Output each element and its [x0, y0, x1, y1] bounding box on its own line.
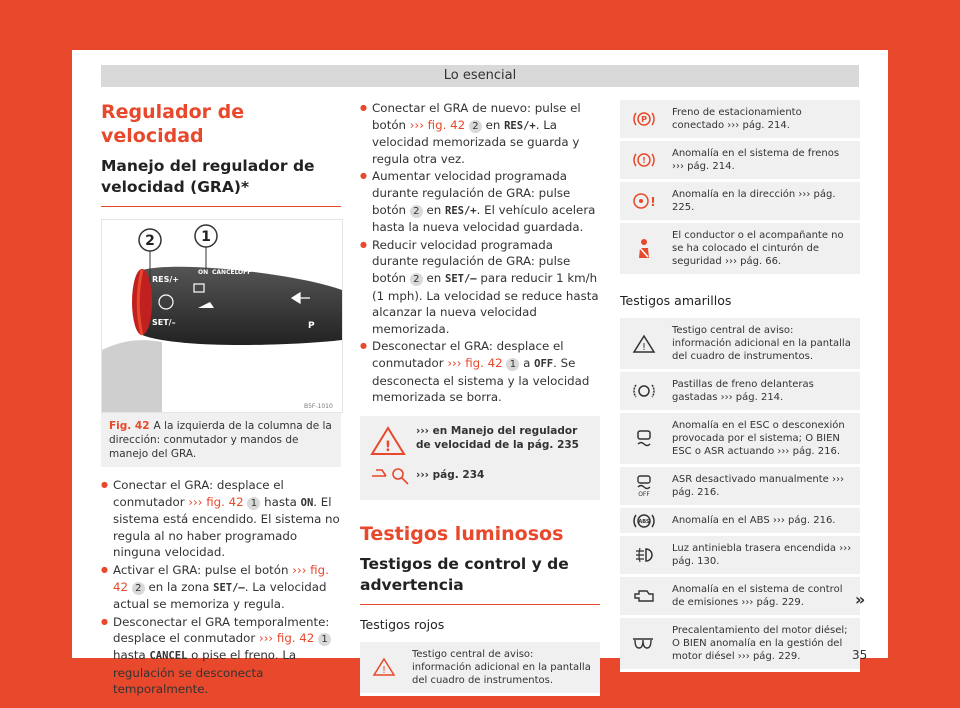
caption-label: Fig. 42 — [109, 420, 150, 432]
figure-caption — [101, 413, 341, 467]
warning-icons — [368, 424, 416, 488]
column-3 — [620, 100, 860, 672]
rojos-table — [360, 642, 600, 696]
svg-text:OFF: OFF — [638, 491, 650, 498]
warning-box — [360, 416, 600, 500]
table-row — [620, 372, 860, 413]
amarillos-table — [620, 318, 860, 672]
bullet-item: ● Activar el GRA: pulse el botón ››› fig. 42 2 en la zona SET/–. La velocidad actual se memoriza y regula. — [101, 562, 341, 613]
table-row — [620, 536, 860, 577]
subsection-title-control: Testigos de control y de advertencia — [360, 554, 600, 605]
svg-text:!: ! — [384, 438, 392, 455]
callout-2-label: 2 — [145, 233, 155, 249]
svg-text:!: ! — [642, 156, 646, 165]
emissions-icon — [631, 586, 657, 606]
row-text: El conductor o el acompañante no se ha colocado el cinturón de seguridad ››› pág. 66. — [672, 230, 844, 267]
row-text: Freno de estacionamiento conectado ››› pág. 214. — [672, 107, 802, 131]
asr-off-icon — [632, 474, 656, 498]
off-label: OFF — [238, 269, 252, 276]
bullet-list-col2 — [360, 100, 600, 406]
page-header — [101, 65, 859, 87]
column-2 — [360, 100, 600, 696]
seatbelt-icon — [632, 238, 656, 260]
abs-icon — [632, 511, 656, 531]
bullet-item: ● Conectar el GRA: desplace el conmutador ››› fig. 42 1 hasta ON. El sistema está encendido. El sistema no regula al no haber programado ninguna velocidad. — [101, 477, 341, 561]
table-row — [620, 508, 860, 536]
rear-fog-icon — [632, 545, 656, 565]
table-row — [620, 223, 860, 277]
svg-text:ABS: ABS — [638, 518, 650, 525]
set-label: SET/– — [152, 318, 176, 327]
brake-pads-icon — [632, 381, 656, 401]
header-title: Lo esencial — [443, 68, 517, 83]
table-row — [620, 577, 860, 618]
table-row — [620, 318, 860, 372]
section-title-testigos: Testigos luminosos — [360, 522, 564, 545]
table-row — [620, 467, 860, 508]
row-text: Anomalía en el ABS ››› pág. 216. — [672, 515, 836, 526]
figure-42 — [101, 219, 343, 413]
res-label: RES/+ — [152, 275, 180, 284]
table-row — [620, 618, 860, 672]
callout-1-label: 1 — [201, 229, 211, 245]
warning-ref-2[interactable]: ››› pág. 234 — [416, 468, 485, 481]
row-text: Anomalía en la dirección ››› pág. 225. — [672, 189, 836, 213]
amarillos-title: Testigos amarillos — [620, 293, 732, 308]
table-row — [360, 642, 600, 696]
table-row — [620, 182, 860, 223]
page-number: 35 — [852, 648, 868, 662]
bullet-item: ● Reducir velocidad programada durante regulación de GRA: pulse botón 2 en SET/– para reducir 1 km/h (1 mph). La velocidad se reduce hasta alcanzar la nueva velocidad memorizada. — [360, 237, 600, 338]
bullet-list-col1 — [101, 477, 341, 698]
row-text: Anomalía en el sistema de control de emisiones ››› pág. 229. — [672, 584, 843, 608]
esc-icon — [632, 428, 656, 450]
caption-text: A la izquierda de la columna de la dirección: conmutador y mandos de manejo del GRA. — [109, 420, 332, 460]
svg-text:!: ! — [650, 195, 656, 209]
row-text: Pastillas de freno delanteras gastadas ››› pág. 214. — [672, 379, 814, 403]
row-text: Luz antiniebla trasera encendida ››› pág. 130. — [672, 543, 852, 567]
column-1 — [101, 100, 341, 699]
rojos-title: Testigos rojos — [360, 616, 445, 632]
brake-fault-icon — [632, 150, 656, 170]
table-row — [620, 413, 860, 467]
stalk-illustration — [102, 220, 342, 412]
bullet-item: ● Conectar el GRA de nuevo: pulse el botón ››› fig. 42 2 en RES/+. La velocidad memorizada se guarda y regula otra vez. — [360, 100, 600, 167]
tool-icon — [372, 470, 386, 476]
row-text: Anomalía en el ESC o desconexión provocada por el sistema; O BIEN ESC o ASR actuando ››› pág. 216. — [672, 420, 845, 457]
svg-text:!: ! — [381, 665, 387, 677]
bullet-item: ● Desconectar el GRA: desplace el conmutador ››› fig. 42 1 a OFF. Se desconecta el sistema y la velocidad memorizada se borra. — [360, 338, 600, 405]
row-text: Precalentamiento del motor diésel; O BIEN anomalía en la gestión del motor diésel ››› pág. 229. — [672, 625, 848, 662]
row-text: Anomalía en el sistema de frenos ››› pág. 214. — [672, 148, 840, 172]
row-text: Testigo central de aviso: información adicional en la pantalla del cuadro de instrumentos. — [672, 325, 851, 362]
row-text: ASR desactivado manualmente ››› pág. 216. — [672, 474, 844, 498]
bullet-item: ● Desconectar el GRA temporalmente: desplace el conmutador ››› fig. 42 1 hasta CANCEL o pise el freno. La regulación se desconecta temporalmente. — [101, 614, 341, 698]
warning-triangle-icon — [372, 657, 396, 677]
table-row — [620, 100, 860, 141]
section-title-regulador: Regulador de velocidad — [101, 101, 245, 147]
svg-text:!: ! — [641, 341, 647, 353]
rojos-table-cont — [620, 100, 860, 277]
steering-fault-icon — [630, 191, 658, 211]
svg-text:P: P — [641, 115, 647, 124]
warning-triangle-icon — [632, 334, 656, 354]
subsection-title-gra: Manejo del regulador de velocidad (GRA)* — [101, 156, 341, 207]
warning-ref-1[interactable]: ››› en Manejo del regulador de velocidad de la pág. 235 — [416, 424, 579, 451]
parking-brake-icon — [632, 109, 656, 129]
figure-code: B5F-1010 — [304, 403, 333, 410]
svg-text:P: P — [308, 321, 315, 331]
row-text: Testigo central de aviso: información adicional en la pantalla del cuadro de instrumentos. — [412, 648, 591, 686]
table-row — [620, 141, 860, 182]
glow-plug-icon — [631, 634, 657, 654]
on-label: ON — [198, 269, 209, 276]
bullet-item: ● Aumentar velocidad programada durante regulación de GRA: pulse botón 2 en RES/+. El vehículo acelera hasta la nueva velocidad guardada. — [360, 168, 600, 235]
continue-marker: » — [855, 590, 866, 609]
cancel-label: CANCEL — [212, 269, 239, 276]
